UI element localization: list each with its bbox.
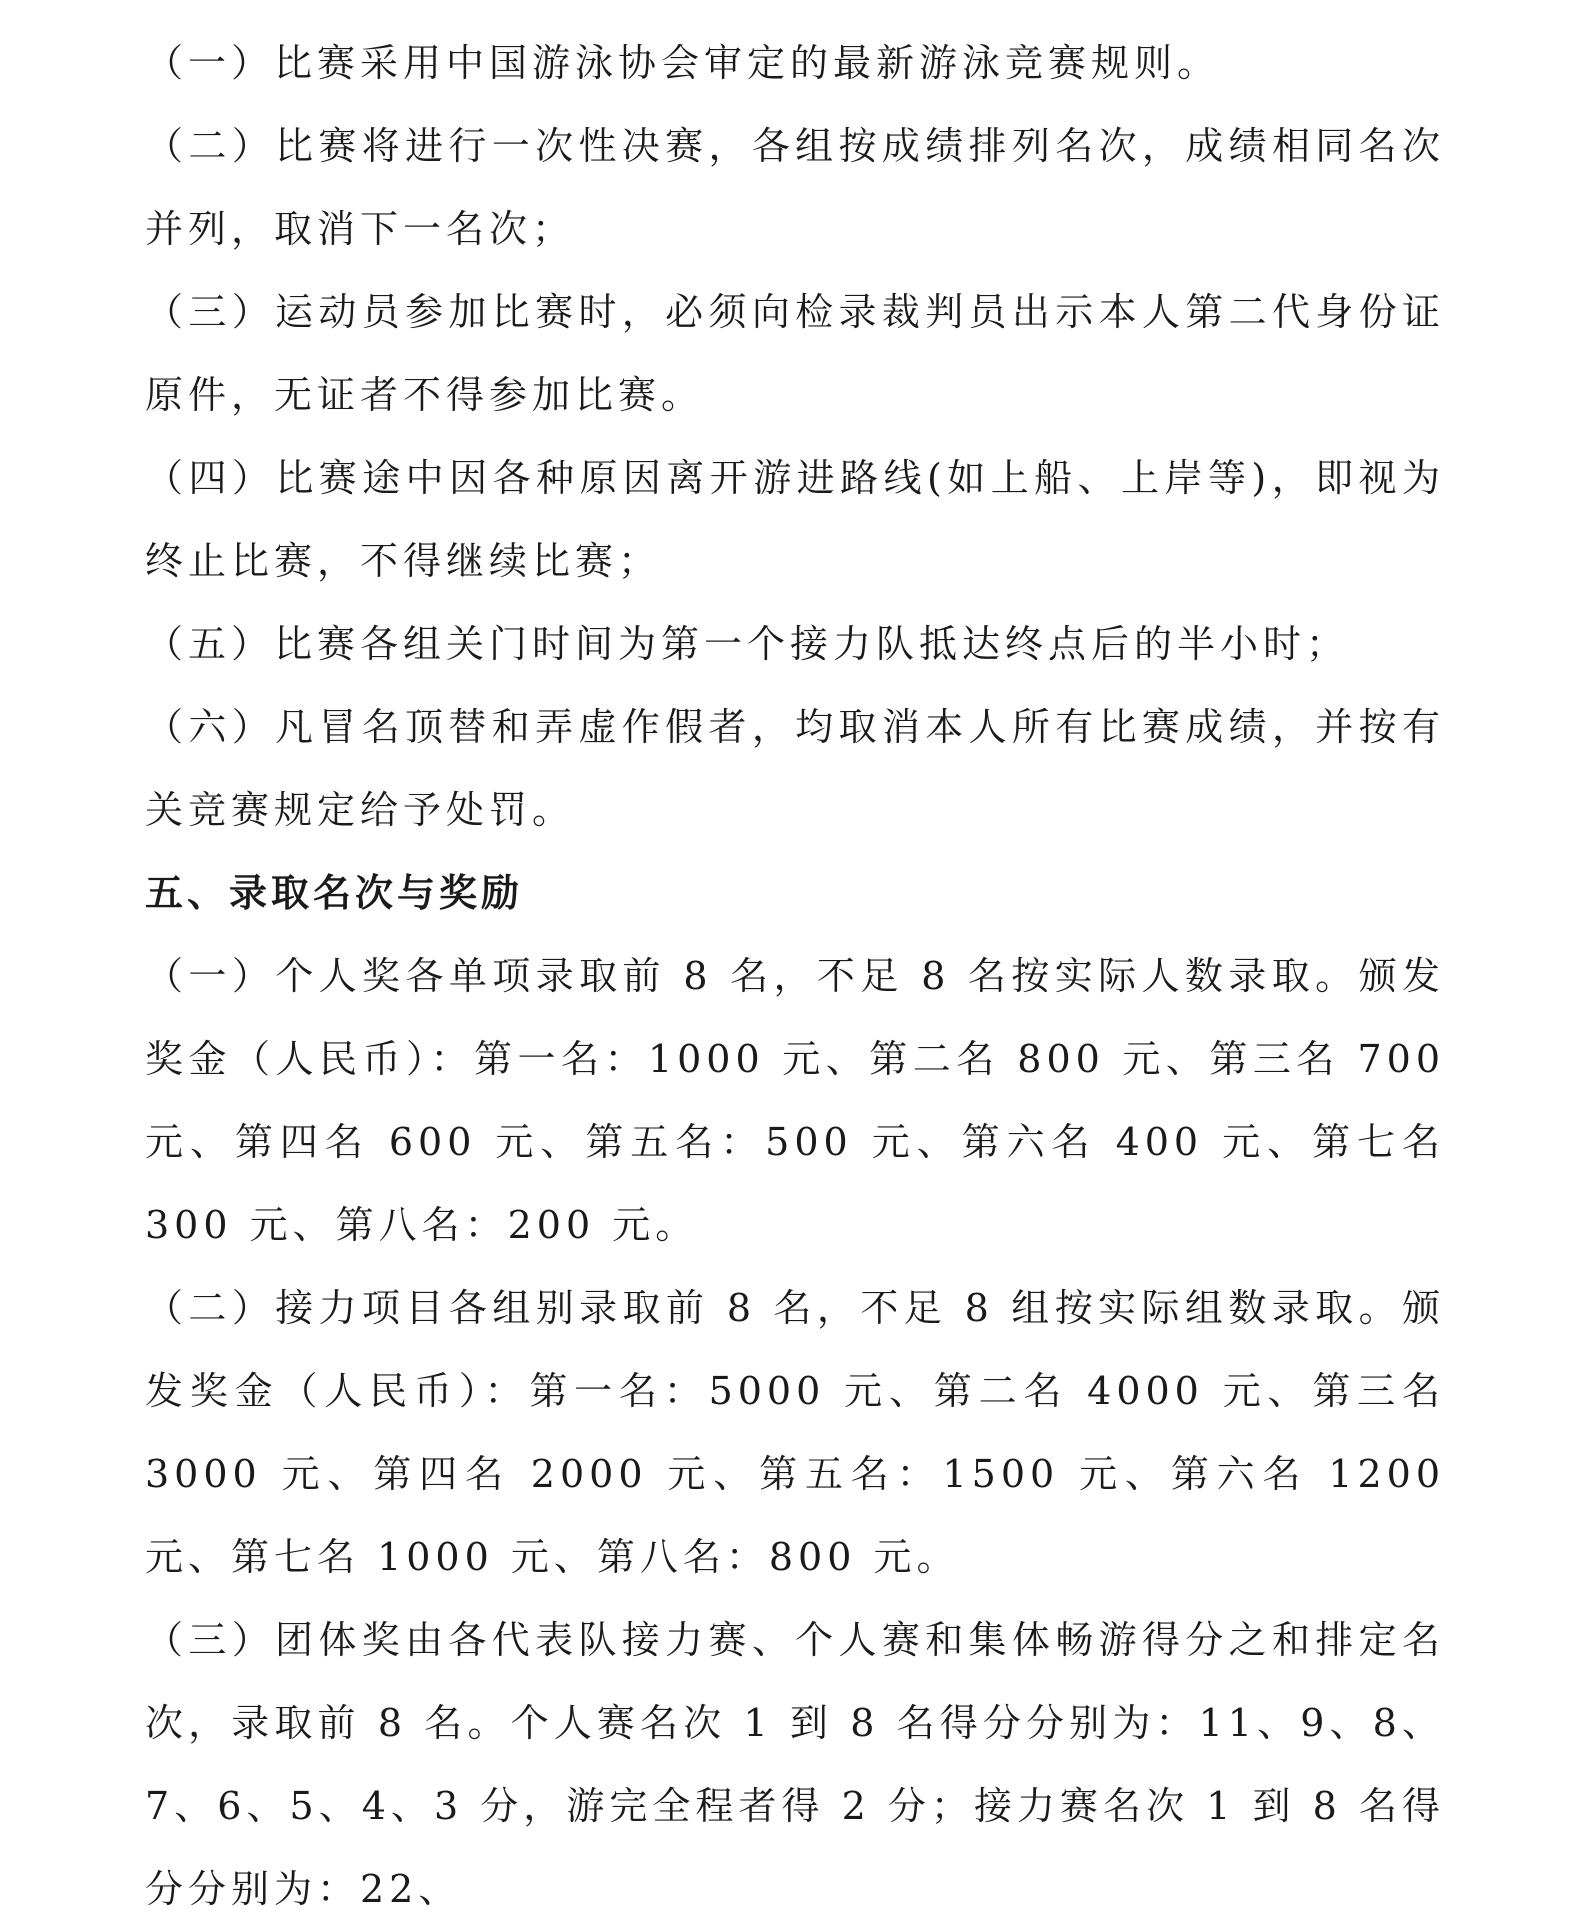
award-paragraph-1: （一）个人奖各单项录取前 8 名，不足 8 名按实际人数录取。颁发奖金（人民币）：第一名：1000 元、第二名 800 元、第三名 700 元、第四名 600 元、第五名：500 元、第六名 400 元、第七名 300 元、第八名：200 元。 [145,954,1445,1247]
section-heading: 五、录取名次与奖励 [145,871,524,915]
rule-paragraph-2: （二）比赛将进行一次性决赛，各组按成绩排列名次，成绩相同名次并列，取消下一名次； [145,124,1445,251]
award-paragraph-2: （二）接力项目各组别录取前 8 名，不足 8 组按实际组数录取。颁发奖金（人民币）：第一名：5000 元、第二名 4000 元、第三名 3000 元、第四名 2000 元、第五名：1500 元、第六名 1200 元、第七名 1000 元、第八名：800 元。 [145,1286,1445,1579]
rule-paragraph-4: （四）比赛途中因各种原因离开游进路线(如上船、上岸等)，即视为终止比赛，不得继续比赛； [145,456,1445,583]
document-body [145,22,1445,1931]
rule-paragraph-3: （三）运动员参加比赛时，必须向检录裁判员出示本人第二代身份证原件，无证者不得参加比赛。 [145,290,1445,417]
rule-paragraph-6: （六）凡冒名顶替和弄虚作假者，均取消本人所有比赛成绩，并按有关竞赛规定给予处罚。 [145,705,1445,832]
award-paragraph-3: （三）团体奖由各代表队接力赛、个人赛和集体畅游得分之和排定名次，录取前 8 名。个人赛名次 1 到 8 名得分分别为：11、9、8、7、6、5、4、3 分，游完全程者得 2 分；接力赛名次 1 到 8 名得分分别为：22、 [145,1618,1445,1911]
rule-paragraph-5: （五）比赛各组关门时间为第一个接力队抵达终点后的半小时； [145,622,1350,666]
rule-paragraph-1: （一）比赛采用中国游泳协会审定的最新游泳竞赛规则。 [145,41,1221,85]
